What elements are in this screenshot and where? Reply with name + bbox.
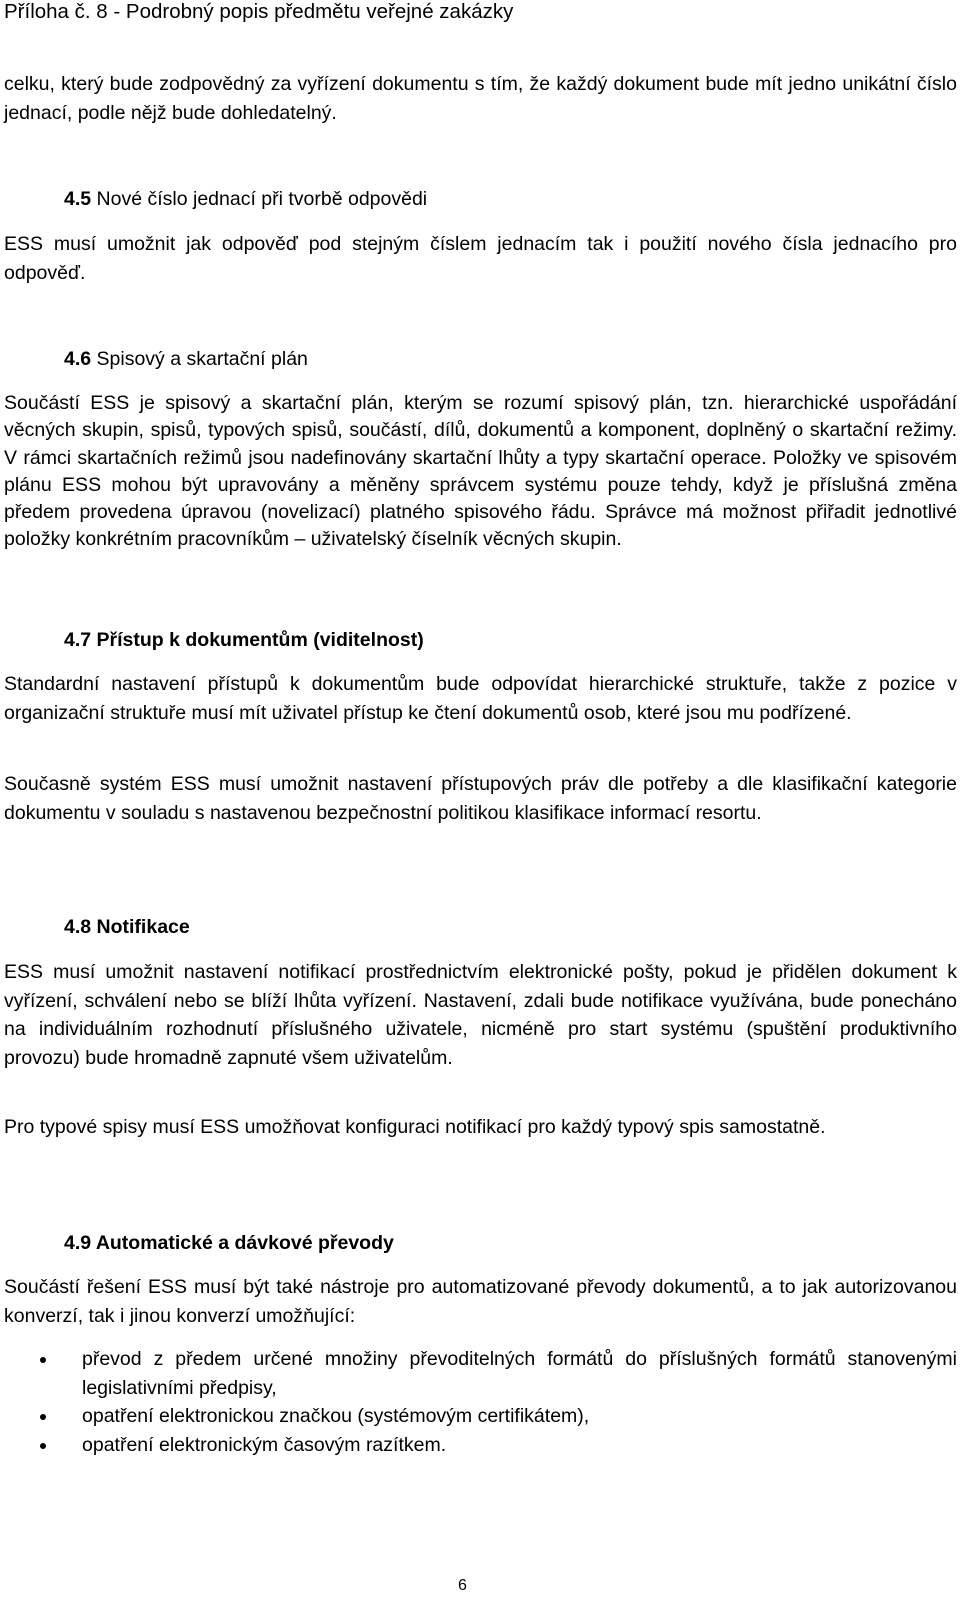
- list-item-text: opatření elektronickou značkou (systémovým certifikátem),: [82, 1405, 590, 1428]
- section-title: Automatické a dávkové převody: [95, 1232, 394, 1254]
- list-item-text: převod z předem určené množiny převoditelných formátů do příslušných formátů stanovenými legislativními předpisy,: [82, 1348, 957, 1399]
- paragraph-4-9: Součástí řešení ESS musí být také nástroje pro automatizované převody dokumentů, a to jak autorizovanou konverzí, tak i jinou konverzí umožňující:: [4, 1276, 957, 1327]
- section-heading-4-9: [64, 1229, 394, 1257]
- section-heading-4-8: [64, 913, 190, 941]
- section-number: 4.7: [64, 629, 92, 651]
- paragraph-4-8-a: ESS musí umožnit nastavení notifikací prostřednictvím elektronické pošty, pokud je přidělen dokument k vyřízení, schválení nebo se blíží lhůta vyřízení. Nastavení, zdali bude notifikace využívána, bude ponecháno na individuálním rozhodnutí příslušného uživatele, nicméně pro start systému (spuštění produktivního provozu) bude hromadně zapnuté všem uživatelům.: [4, 961, 957, 1069]
- paragraph-4-5: ESS musí umožnit jak odpověď pod stejným číslem jednacím tak i použití nového čísla jednacího pro odpověď.: [4, 233, 957, 284]
- list-item-text: opatření elektronickým časovým razítkem.: [82, 1433, 447, 1456]
- bullet-icon: [40, 1414, 46, 1420]
- bullet-list: [0, 1345, 957, 1459]
- section-heading-4-7: [64, 626, 424, 654]
- bullet-icon: [40, 1443, 46, 1449]
- paragraph-4-7-a: Standardní nastavení přístupů k dokumentům bude odpovídat hierarchické struktuře, takže z pozice v organizační struktuře musí mít uživatel přístup ke čtení dokumentů osob, které jsou mu podřízené.: [4, 673, 957, 725]
- list-item: [0, 1345, 957, 1402]
- section-heading-4-6: [64, 345, 308, 373]
- section-number: 4.8: [64, 916, 92, 938]
- bullet-icon: [40, 1357, 46, 1363]
- section-title: Nové číslo jednací při tvorbě odpovědi: [96, 188, 428, 210]
- section-number: 4.6: [64, 348, 92, 370]
- section-heading-4-5: [64, 185, 427, 213]
- section-title: Notifikace: [96, 916, 190, 938]
- page-number: 6: [458, 1577, 467, 1594]
- page-header: Příloha č. 8 - Podrobný popis předmětu veřejné zakázky: [4, 0, 514, 23]
- list-item: [0, 1431, 957, 1460]
- list-item: [0, 1402, 957, 1431]
- paragraph-4-8-b: Pro typové spisy musí ESS umožňovat konfiguraci notifikací pro každý typový spis samostatně.: [4, 1116, 826, 1138]
- section-number: 4.5: [64, 188, 92, 210]
- section-number: 4.9: [64, 1232, 92, 1254]
- paragraph-4-7-b: Současně systém ESS musí umožnit nastavení přístupových práv dle potřeby a dle klasifikační kategorie dokumentu v souladu s nastavenou bezpečnostní politikou klasifikace informací resortu.: [4, 773, 957, 825]
- section-title: Přístup k dokumentům (viditelnost): [96, 629, 424, 651]
- intro-paragraph: celku, který bude zodpovědný za vyřízení dokumentu s tím, že každý dokument bude mít jedno unikátní číslo jednací, podle nějž bude dohledatelný.: [4, 73, 957, 124]
- section-title: Spisový a skartační plán: [96, 348, 308, 370]
- paragraph-4-6: Součástí ESS je spisový a skartační plán, kterým se rozumí spisový plán, tzn. hierarchické uspořádání věcných skupin, spisů, typových spisů, součástí, dílů, dokumentů a komponent, doplněný o skartační režimy. V rámci skartačních režimů jsou nadefinovány skartační lhůty a typy skartační operace. Položky ve spisovém plánu ESS mohou být upravovány a měněny správcem systému pouze tehdy, když je příslušná změna předem provedena úpravou (novelizací) platného spisového řádu. Správce má možnost přiřadit jednotlivé položky konkrétním pracovníkům – uživatelský číselník věcných skupin.: [4, 392, 957, 551]
